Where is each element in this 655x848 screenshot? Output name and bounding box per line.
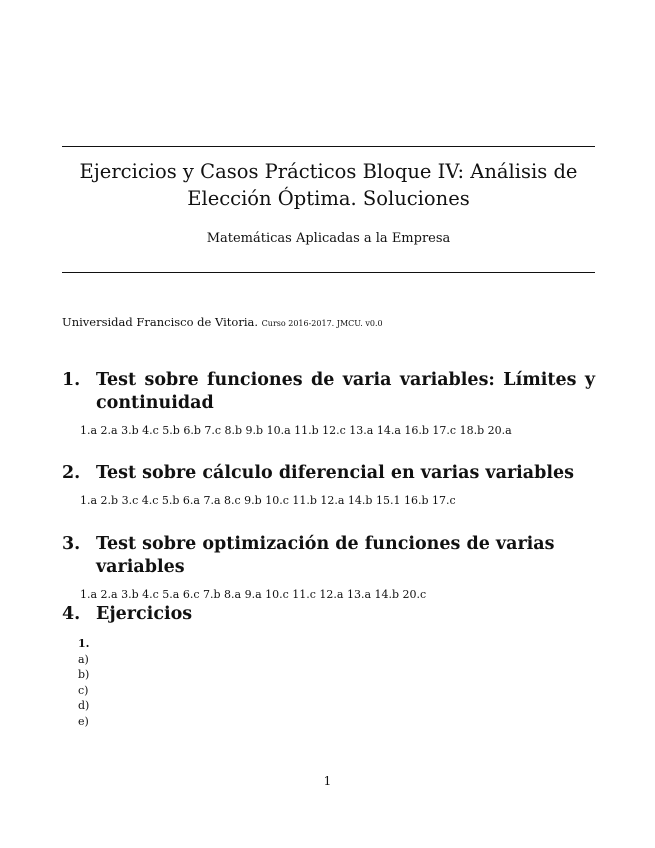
section-number: 1. <box>62 370 81 390</box>
document-title: Ejercicios y Casos Prácticos Bloque IV: Análisis de Elección Óptima. Soluciones <box>79 160 578 210</box>
affiliation-course: Curso 2016-2017. JMCU. v0.0 <box>261 319 383 328</box>
title-rule-top <box>62 146 595 147</box>
answer-key: 1.a 2.a 3.b 4.c 5.a 6.c 7.b 8.a 9.a 10.c 11.c 12.a 13.a 14.b 20.c <box>80 588 427 601</box>
exercise-number: 1. <box>78 637 90 650</box>
section-heading <box>62 369 595 415</box>
section-4 <box>62 603 595 626</box>
exercise-item: b) <box>78 668 90 682</box>
section-title: Ejercicios <box>96 604 193 624</box>
section-1 <box>62 369 595 438</box>
affiliation-main: Universidad Francisco de Vitoria. <box>62 315 259 329</box>
exercise-item: a) <box>78 652 89 666</box>
section-heading <box>62 603 595 626</box>
exercise-item: c) <box>78 683 89 697</box>
section-number: 3. <box>62 534 81 554</box>
document-subtitle: Matemáticas Aplicadas a la Empresa <box>206 231 451 246</box>
section-2 <box>62 462 595 508</box>
section-number: 4. <box>62 604 81 624</box>
title-rule-bottom <box>62 272 595 273</box>
section-number: 2. <box>62 463 81 483</box>
answer-key: 1.a 2.b 3.c 4.c 5.b 6.a 7.a 8.c 9.b 10.c 11.b 12.a 14.b 15.1 16.b 17.c <box>80 494 456 507</box>
section-title: Test sobre funciones de varia variables: Límites y continuidad <box>96 370 595 413</box>
section-heading <box>62 462 595 485</box>
page-number: 1 <box>323 774 332 788</box>
exercise-item: d) <box>78 699 90 713</box>
section-title: Test sobre optimización de funciones de varias variables <box>96 534 555 577</box>
answer-key: 1.a 2.a 3.b 4.c 5.b 6.b 7.c 8.b 9.b 10.a 11.b 12.c 13.a 14.a 16.b 17.c 18.b 20.a <box>80 424 512 437</box>
section-heading <box>62 533 595 579</box>
section-title: Test sobre cálculo diferencial en varias variables <box>96 463 575 483</box>
exercise-list <box>78 636 89 730</box>
exercise-item: e) <box>78 714 89 728</box>
section-3 <box>62 533 595 602</box>
affiliation-line <box>62 314 383 332</box>
